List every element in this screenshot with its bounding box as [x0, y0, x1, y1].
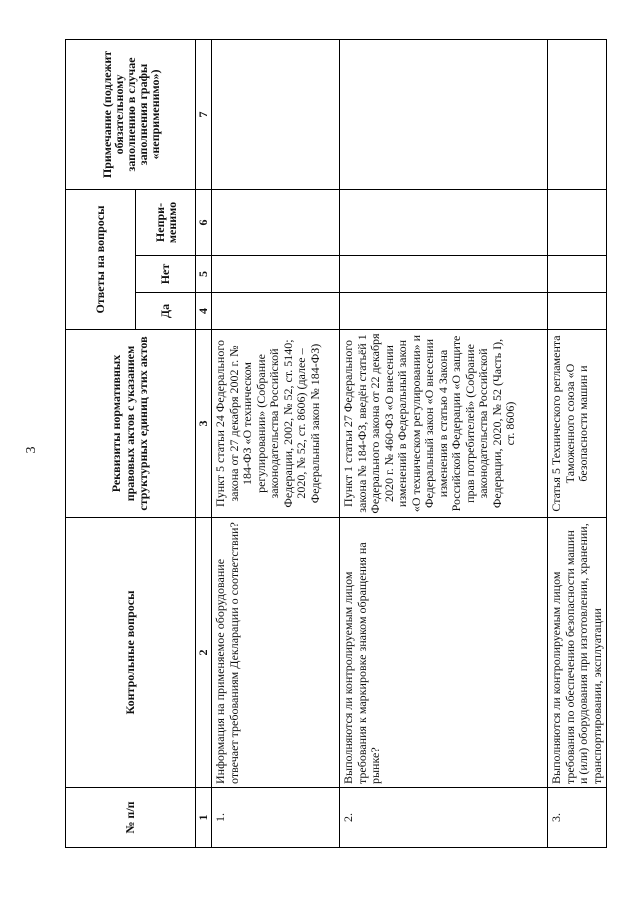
- row-number: 3.: [548, 788, 607, 848]
- answer-yes-cell[interactable]: [548, 293, 607, 330]
- requisites-cell: Пункт 5 статьи 24 Федерального закона от 27 декабря 2002 г. № 184-ФЗ «О техническом регулировании» (Собрание законодательства Российской Федерации, 2002, № 52, ст. 5140; 2020, № 52, ст. 8606) (далее – Федеральный закон № 184-ФЗ): [212, 330, 340, 518]
- checklist-table: [65, 39, 607, 848]
- note-cell[interactable]: [340, 39, 548, 189]
- answer-na-cell[interactable]: [340, 189, 548, 255]
- answer-yes-cell[interactable]: [212, 293, 340, 330]
- question-cell: Информация на применяемое оборудование отвечает требованиям Декларации о соответствии?: [212, 518, 340, 788]
- answer-no-cell[interactable]: [548, 256, 607, 293]
- header-na: Непри-менимо: [136, 189, 196, 255]
- header-answers: Ответы на вопросы: [66, 189, 136, 329]
- header-num: № п/п: [66, 788, 196, 848]
- checklist-table-sheet: [65, 40, 604, 848]
- header-row-1: [66, 39, 136, 847]
- column-number: 6: [196, 189, 212, 255]
- question-cell: Выполняются ли контролируемым лицом требования по обеспечению безопасности машин и (или) оборудования при изготовлении, хранении, транспортировании, эксплуатации: [548, 518, 607, 788]
- note-cell[interactable]: [212, 39, 340, 189]
- answer-no-cell[interactable]: [340, 256, 548, 293]
- table-row: [340, 39, 548, 847]
- column-number: 7: [196, 39, 212, 189]
- table-row: [548, 39, 607, 847]
- header-no: Нет: [136, 256, 196, 293]
- answer-na-cell[interactable]: [548, 189, 607, 255]
- answer-yes-cell[interactable]: [340, 293, 548, 330]
- header-yes: Да: [136, 293, 196, 330]
- column-number-row: [196, 39, 212, 847]
- row-number: 2.: [340, 788, 548, 848]
- row-number: 1.: [212, 788, 340, 848]
- column-number: 4: [196, 293, 212, 330]
- answer-na-cell[interactable]: [212, 189, 340, 255]
- answer-no-cell[interactable]: [212, 256, 340, 293]
- note-cell[interactable]: [548, 39, 607, 189]
- page-number: 3: [24, 446, 39, 454]
- header-requisites: Реквизиты нормативных правовых актов с указанием структурных единиц этих актов: [66, 330, 196, 518]
- column-number: 3: [196, 330, 212, 518]
- column-number: 2: [196, 518, 212, 788]
- requisites-cell: Статья 5 Технического регламента Таможенного союза «О безопасности машин и: [548, 330, 607, 518]
- table-row: [212, 39, 340, 847]
- column-number: 5: [196, 256, 212, 293]
- question-cell: Выполняются ли контролируемым лицом требования к маркировке знаком обращения на рынке?: [340, 518, 548, 788]
- header-questions: Контрольные вопросы: [66, 518, 196, 788]
- header-note: Примечание (подлежит обязательному заполнению в случае заполнения графы «неприменимо»): [66, 39, 196, 189]
- column-number: 1: [196, 788, 212, 848]
- requisites-cell: Пункт 1 статьи 27 Федерального закона № 184-ФЗ, введён статьёй 1 Федерального закона от 22 декабря 2020 г. № 460-ФЗ «О внесении изменений в Федеральный закон «О техническом регулировании» и Федеральный закон «О внесении изменения в статью 4 Закона Российской Федерации «О защите прав потребителей» (Собрание законодательства Российской Федерации, 2020, № 52 (Часть I), ст. 8606): [340, 330, 548, 518]
